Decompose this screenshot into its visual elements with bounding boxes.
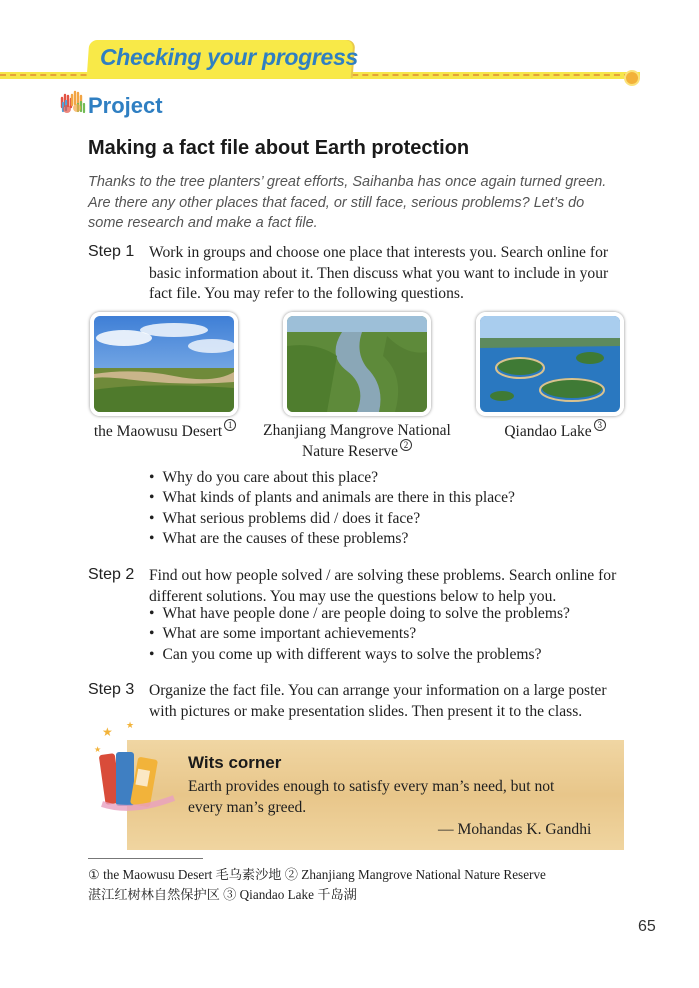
photo-zhanjiang-mangrove <box>283 312 431 416</box>
page-header-title: Checking your progress <box>100 44 358 70</box>
list-item: • What are some important achievements? <box>149 624 570 644</box>
svg-text:★: ★ <box>94 745 102 754</box>
step-1-text: Work in groups and choose one place that interests you. Search online for basic information about it. Then discuss what you want to include in your fact file. You may refer to the following questions. <box>149 244 609 302</box>
step-2-questions <box>149 604 570 665</box>
page-number: 65 <box>638 918 656 935</box>
caption-qiandao-text: Qiandao Lake <box>504 423 592 441</box>
list-item: • Why do you care about this place? <box>149 468 515 488</box>
intro-paragraph: Thanks to the tree planters’ great efforts, Saihanba has once again turned green. Are there any other places that faced, or still face, serious problems? Let’s do some research and make a fact file. <box>88 174 607 231</box>
ribbon-end-dot <box>624 70 640 86</box>
photo-qiandao-lake <box>476 312 624 416</box>
footnote-marker-2: 2 <box>400 439 412 451</box>
list-item: • Can you come up with different ways to solve the problems? <box>149 645 570 665</box>
hands-icon <box>58 89 88 122</box>
list-item: • What serious problems did / does it face? <box>149 509 515 529</box>
footnote-line-1: ① the Maowusu Desert 毛乌素沙地 ② Zhanjiang Mangrove National Nature Reserve <box>88 867 546 882</box>
caption-zhanjiang-line2: Nature Reserve <box>302 443 398 461</box>
list-item: • What are the causes of these problems? <box>149 529 515 549</box>
footnotes <box>88 865 618 905</box>
list-item: • What kinds of plants and animals are there in this place? <box>149 488 515 508</box>
footnote-marker-3: 3 <box>594 419 606 431</box>
footnote-marker-1: 1 <box>224 419 236 431</box>
footnote-line-2: 湛江红树林自然保护区 ③ Qiandao Lake 千岛湖 <box>88 887 357 902</box>
list-item: • What have people done / are people doing to solve the problems? <box>149 604 570 624</box>
footnote-divider <box>88 858 203 859</box>
books-icon <box>92 718 182 819</box>
wits-author: — Mohandas K. Gandhi <box>438 821 592 838</box>
project-label: Project <box>88 93 163 118</box>
wits-corner-title: Wits corner <box>188 753 282 772</box>
step-1-label: Step 1 <box>88 243 135 260</box>
caption-qiandao <box>490 421 620 442</box>
step-3-text: Organize the fact file. You can arrange your information on a large poster with pictures or make presentation slides. Then present it to the class. <box>149 682 607 720</box>
step-2-text: Find out how people solved / are solving these problems. Search online for different solutions. You may use the questions below to help you. <box>149 567 617 605</box>
caption-zhanjiang-line1: Zhanjiang Mangrove National <box>263 422 451 439</box>
svg-text:★: ★ <box>102 725 113 739</box>
step-3-label: Step 3 <box>88 681 135 698</box>
caption-maowusu-text: the Maowusu Desert <box>93 423 223 441</box>
caption-zhanjiang <box>252 421 462 462</box>
wits-quote: Earth provides enough to satisfy every man’s need, but not every man’s greed. <box>188 778 555 816</box>
photo-maowusu-desert <box>90 312 238 416</box>
caption-maowusu <box>90 421 240 442</box>
svg-text:★: ★ <box>126 721 135 731</box>
step-2-label: Step 2 <box>88 566 135 583</box>
section-title: Making a fact file about Earth protection <box>88 137 470 159</box>
step-1-questions <box>149 468 515 549</box>
